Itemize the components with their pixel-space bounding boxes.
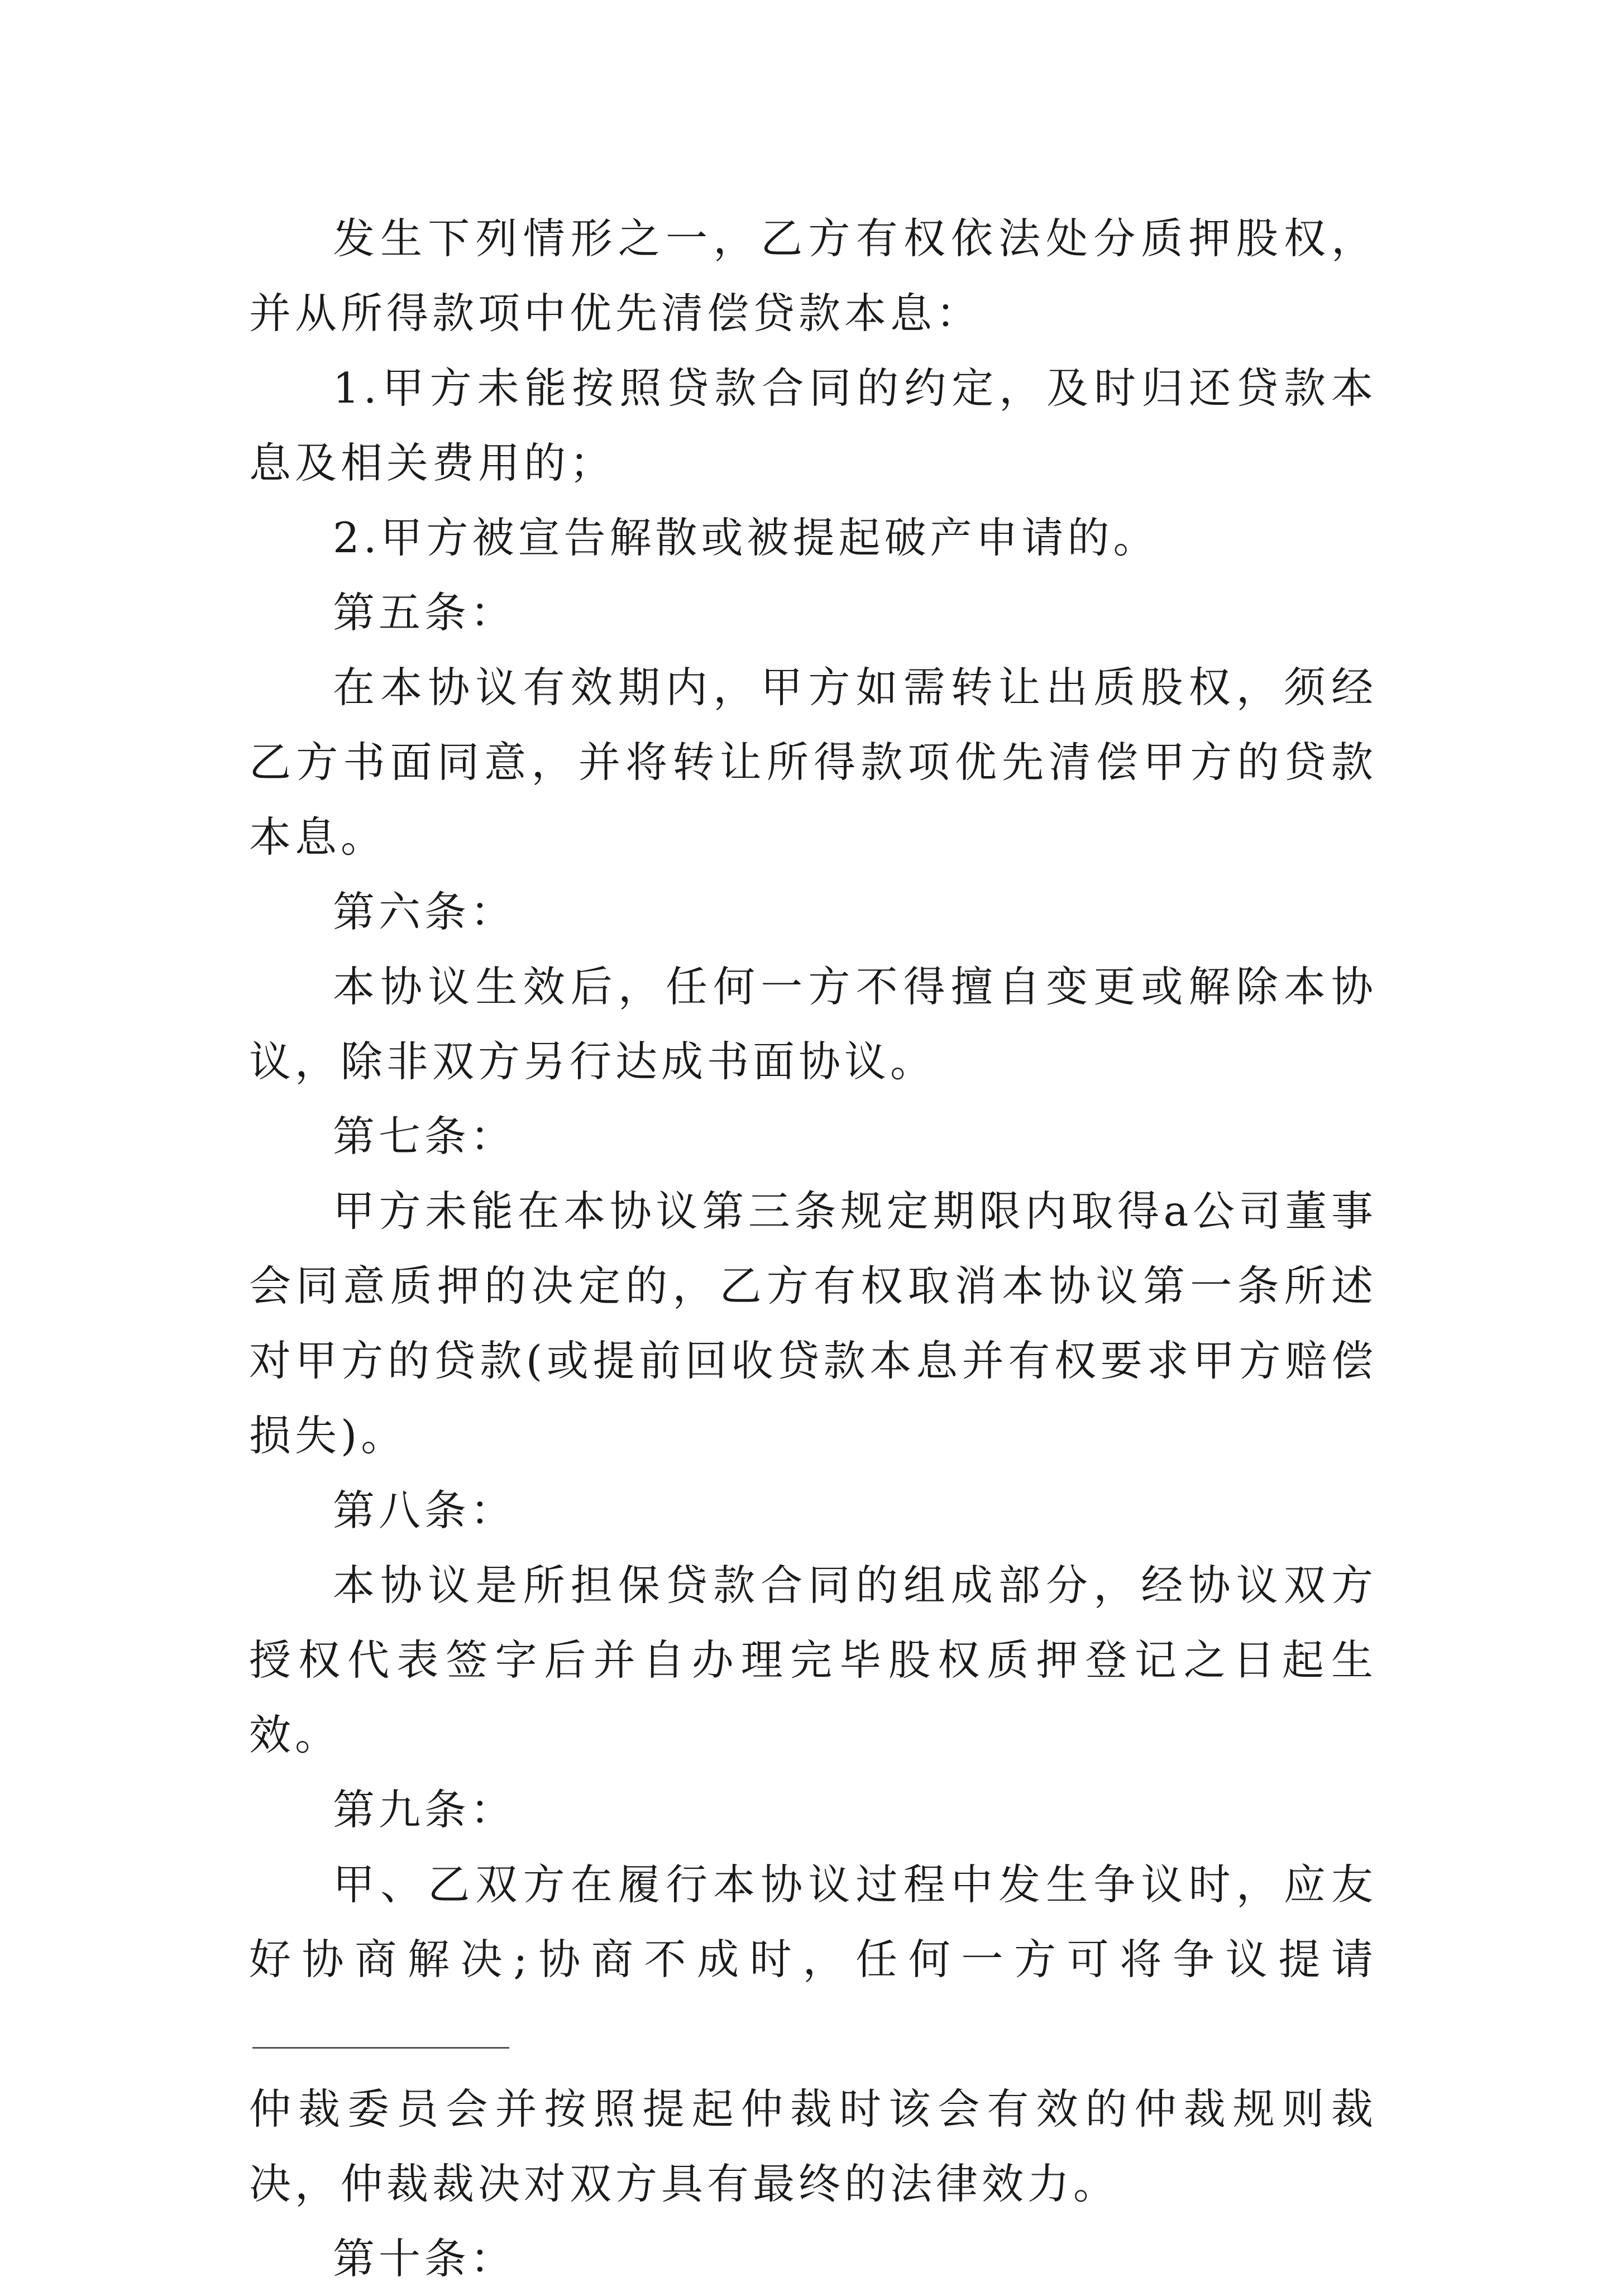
article-9-body xyxy=(249,1847,1377,2072)
article-6-body: 本协议生效后，任何一方不得擅自变更或解除本协议，除非双方另行达成书面协议。 xyxy=(249,962,1377,1086)
document-body xyxy=(249,201,1377,2296)
list-item-1: 1.甲方未能按照贷款合同的约定，及时归还贷款本息及相关费用的； xyxy=(249,363,1377,487)
arbitration-commission-blank xyxy=(252,2005,509,2049)
article-8-heading: 第八条： xyxy=(333,1486,517,1535)
article-8-body: 本协议是所担保贷款合同的组成部分，经协议双方授权代表签字后并自办理完毕股权质押登记之日起生效。 xyxy=(249,1561,1377,1759)
article-9-body-part1: 甲、乙双方在履行本协议过程中发生争议时，应友好协商解决;协商不成时，任何一方可将争议提请 xyxy=(249,1860,1377,1984)
article-10-heading: 第十条： xyxy=(333,2234,517,2283)
list-item-2: 2.甲方被宣告解散或被提起破产申请的。 xyxy=(333,513,1159,562)
article-6-heading: 第六条： xyxy=(333,887,517,936)
article-5-heading: 第五条： xyxy=(333,588,517,637)
article-5-body: 在本协议有效期内，甲方如需转让出质股权，须经乙方书面同意，并将转让所得款项优先清偿甲方的贷款本息。 xyxy=(249,663,1377,862)
paragraph-disposal-intro: 发生下列情形之一，乙方有权依法处分质押股权，并从所得款项中优先清偿贷款本息： xyxy=(249,214,1377,338)
article-9-body-continued: 仲裁委员会并按照提起仲裁时该会有效的仲裁规则裁决，仲裁裁决对双方具有最终的法律效力。 xyxy=(249,2084,1377,2208)
article-9-heading: 第九条： xyxy=(333,1785,517,1834)
article-7-heading: 第七条： xyxy=(333,1112,517,1161)
article-7-body: 甲方未能在本协议第三条规定期限内取得a公司董事会同意质押的决定的，乙方有权取消本协议第一条所述对甲方的贷款(或提前回收贷款本息并有权要求甲方赔偿损失)。 xyxy=(249,1187,1377,1460)
